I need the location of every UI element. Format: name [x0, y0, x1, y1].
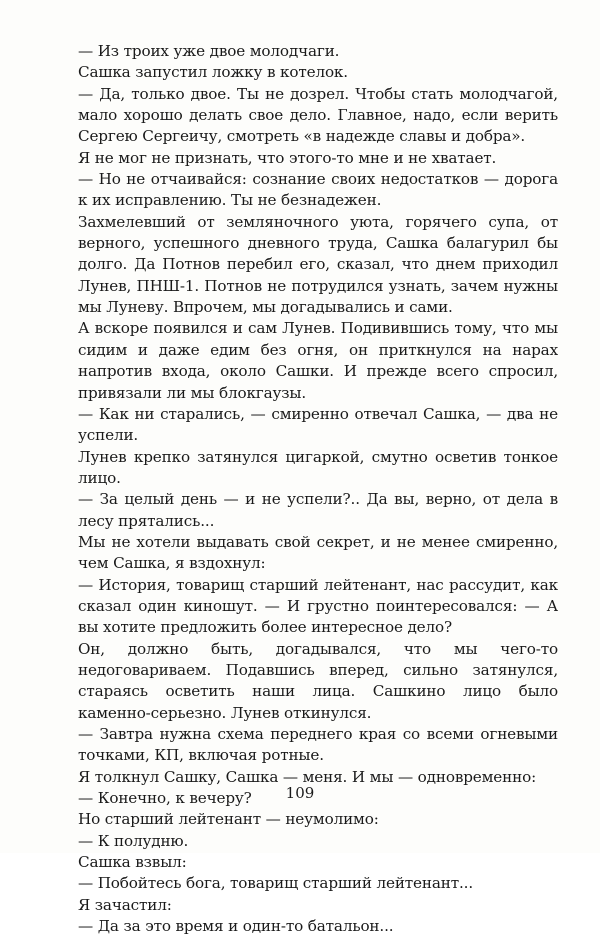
- page-number: 109: [285, 784, 315, 802]
- paragraph: — К полудню.: [78, 831, 189, 850]
- paragraph: — Завтра нужна схема переднего края со всеми огневыми точками, КП, включая ротные.: [78, 725, 558, 765]
- paragraph: — За целый день — и не успели?.. Да вы, верно, от дела в лесу прятались...: [78, 490, 558, 530]
- paragraph: Я не мог не признать, что этого-то мне и не хватает.: [78, 148, 497, 167]
- paragraph: Мы не хотели выдавать свой секрет, и не менее смиренно, чем Сашка, я вздохнул:: [78, 532, 558, 573]
- body-text: [78, 41, 558, 937]
- paragraph: — Да за это время и один-то батальон...: [78, 917, 394, 936]
- paragraph: — Да, только двое. Ты не дозрел. Чтобы стать молодчагой, мало хорошо делать свое дело. Главное, надо, если верить Сергею Сергеичу, смотреть «в надежде славы и добра».: [78, 84, 558, 146]
- paragraph: — Конечно, к вечеру?: [78, 789, 252, 808]
- paragraph: — История, товарищ старший лейтенант, нас рассудит, как сказал один киношут. — И грустно поинтересовался: — А вы хотите предложить более интересное дело?: [78, 575, 558, 637]
- paragraph: — Из троих уже двое молодчаги.: [78, 42, 340, 60]
- paragraph: — Побойтесь бога, товарищ старший лейтенант...: [78, 874, 474, 893]
- paragraph: — Как ни старались, — смиренно отвечал Сашка, — два не успели.: [78, 404, 558, 445]
- paragraph: Я толкнул Сашку, Сашка — меня. И мы — одновременно:: [78, 767, 537, 786]
- paragraph: А вскоре появился и сам Лунев. Подивившись тому, что мы сидим и даже едим без огня, он приткнулся на нарах напротив входа, около Сашки. И прежде всего спросил, привязали ли мы блокгаузы.: [78, 319, 558, 402]
- paragraph: Он, должно быть, догадывался, что мы чего-то недоговариваем. Подавшись вперед, сильно затянулся, стараясь осветить наши лица. Сашкино лицо было каменно-серьезно. Лунев откинулся.: [78, 639, 558, 722]
- paragraph: Сашка взвыл:: [78, 853, 187, 872]
- paragraph: Сашка запустил ложку в котелок.: [78, 63, 348, 82]
- paragraph: Захмелевший от земляночного уюта, горячего супа, от верного, успешного дневного труда, Сашка балагурил бы долго. Да Потнов перебил его, сказал, что днем приходил Лунев, ПНШ-1. Потнов не потрудился узнать, зачем нужны мы Луневу. Впрочем, мы догадывались и сами.: [78, 212, 558, 317]
- paragraph: — Но не отчаивайся: сознание своих недостатков — дорога к их исправлению. Ты не безнадежен.: [78, 170, 558, 210]
- paragraph: Лунев крепко затянулся цигаркой, смутно осветив тонкое лицо.: [78, 447, 558, 487]
- paragraph: Я зачастил:: [78, 895, 172, 914]
- paragraph: Но старший лейтенант — неумолимо:: [78, 810, 379, 829]
